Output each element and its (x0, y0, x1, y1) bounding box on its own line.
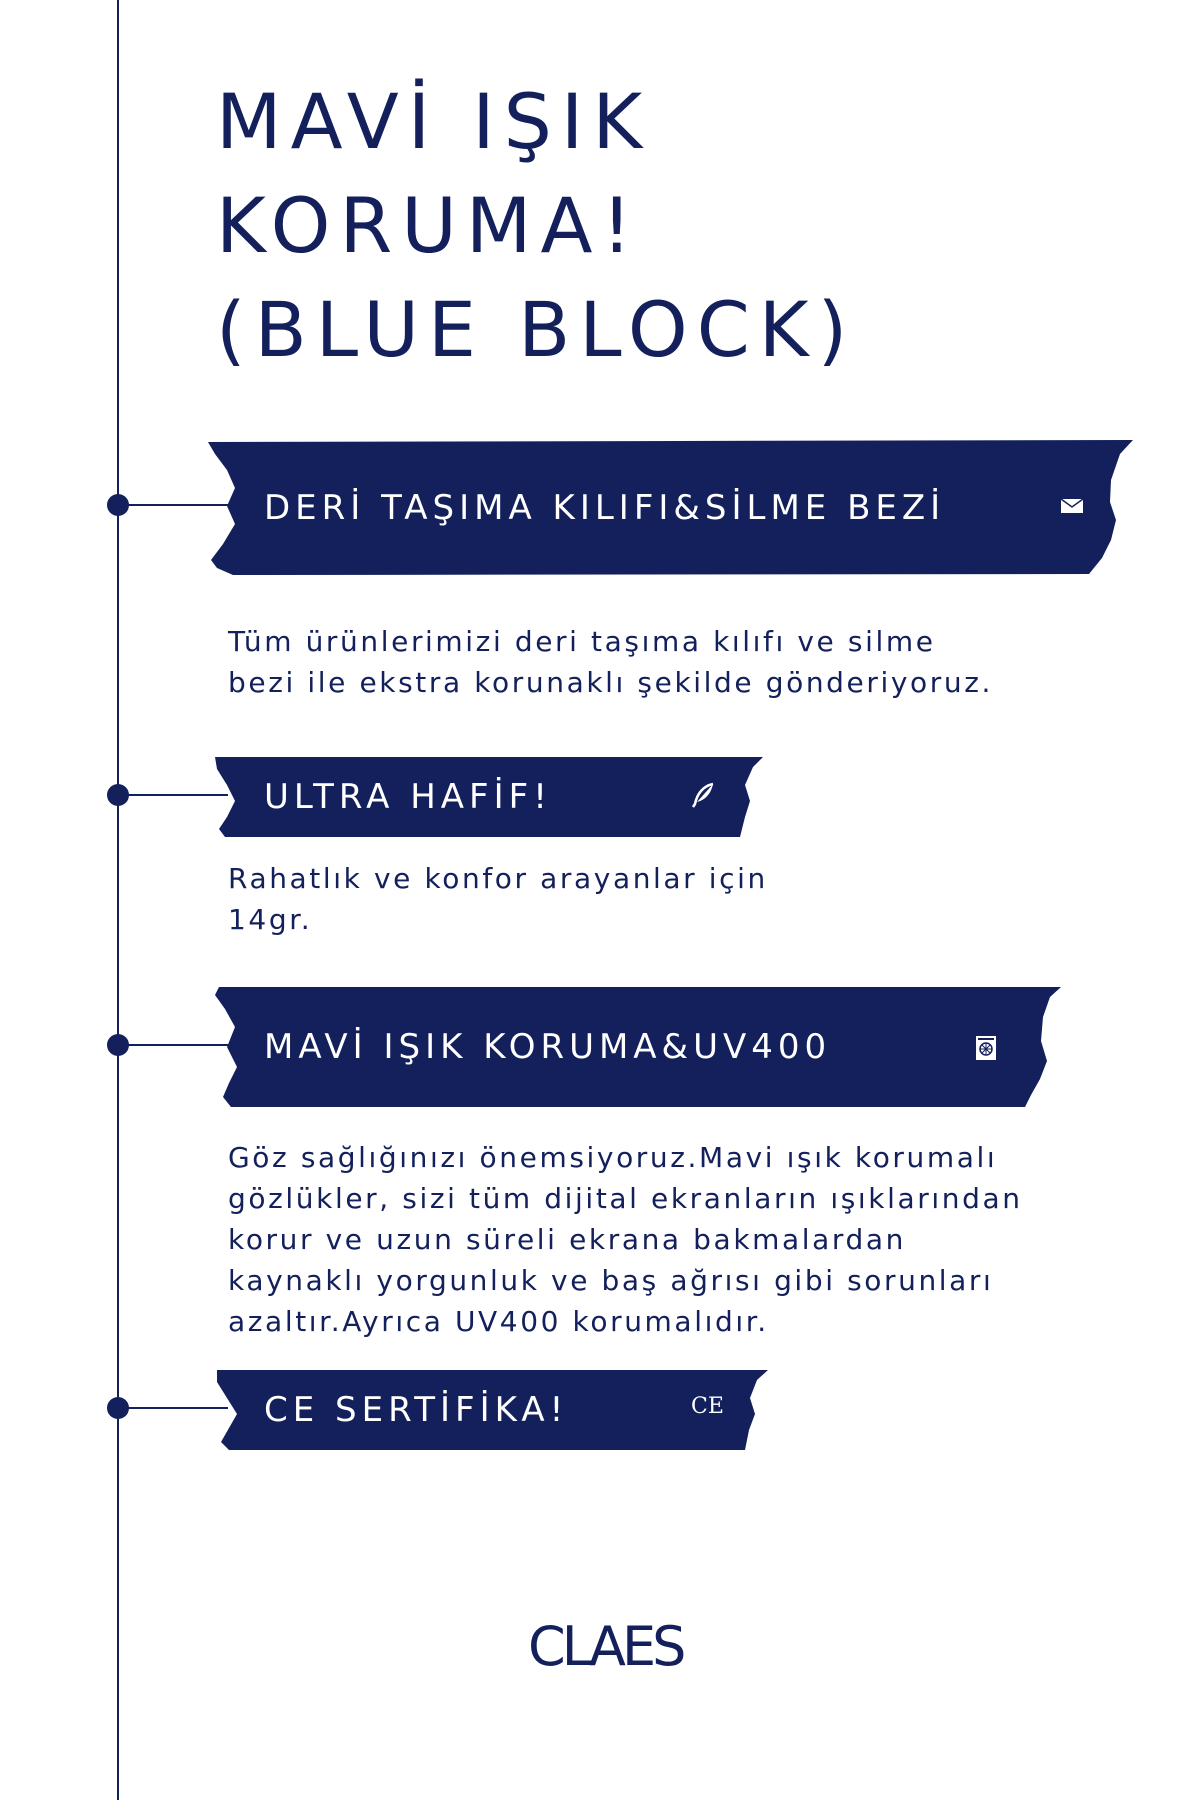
section-description-leather-case (228, 621, 993, 703)
banner-heading: DERİ TAŞIMA KILIFI&SİLME BEZİ (264, 488, 946, 528)
desc-line: 14gr. (228, 903, 313, 936)
desc-line: azaltır.Ayrıca UV400 korumalıdır. (228, 1305, 769, 1338)
title-line-3: (BLUE BLOCK) (216, 285, 857, 374)
desc-line: gözlükler, sizi tüm dijital ekranların ışıklarından (228, 1182, 1023, 1215)
desc-line: Rahatlık ve konfor arayanlar için (228, 862, 768, 895)
desc-line: korur ve uzun süreli ekrana bakmalardan (228, 1223, 906, 1256)
brand-logo: CLAES (528, 1615, 683, 1678)
ce-mark-icon: CE (691, 1394, 724, 1419)
envelope-icon (1060, 498, 1084, 518)
screen-protection-icon (975, 1035, 997, 1065)
section-banner-blue-light (205, 987, 1063, 1107)
banner-heading: CE SERTİFİKA! (264, 1390, 569, 1430)
desc-line: kaynaklı yorgunluk ve baş ağrısı gibi sorunları (228, 1264, 994, 1297)
section-banner-ultra-light (205, 757, 765, 837)
section-description-ultra-light (228, 858, 768, 940)
section-banner-ce-certificate (205, 1370, 770, 1450)
title-line-2: KORUMA! (216, 181, 641, 270)
banner-heading: MAVİ IŞIK KORUMA&UV400 (264, 1027, 832, 1067)
feather-icon (691, 782, 715, 812)
page-title (216, 70, 856, 382)
title-line-1: MAVİ IŞIK (216, 77, 652, 166)
section-description-blue-light (228, 1137, 1023, 1342)
desc-line: bezi ile ekstra korunaklı şekilde gönderiyoruz. (228, 666, 994, 699)
desc-line: Tüm ürünlerimizi deri taşıma kılıfı ve silme (228, 625, 936, 658)
desc-line: Göz sağlığınızı önemsiyoruz.Mavi ışık korumalı (228, 1141, 998, 1174)
banner-heading: ULTRA HAFİF! (264, 777, 552, 817)
section-banner-leather-case (205, 440, 1135, 575)
timeline-line (117, 0, 119, 1800)
